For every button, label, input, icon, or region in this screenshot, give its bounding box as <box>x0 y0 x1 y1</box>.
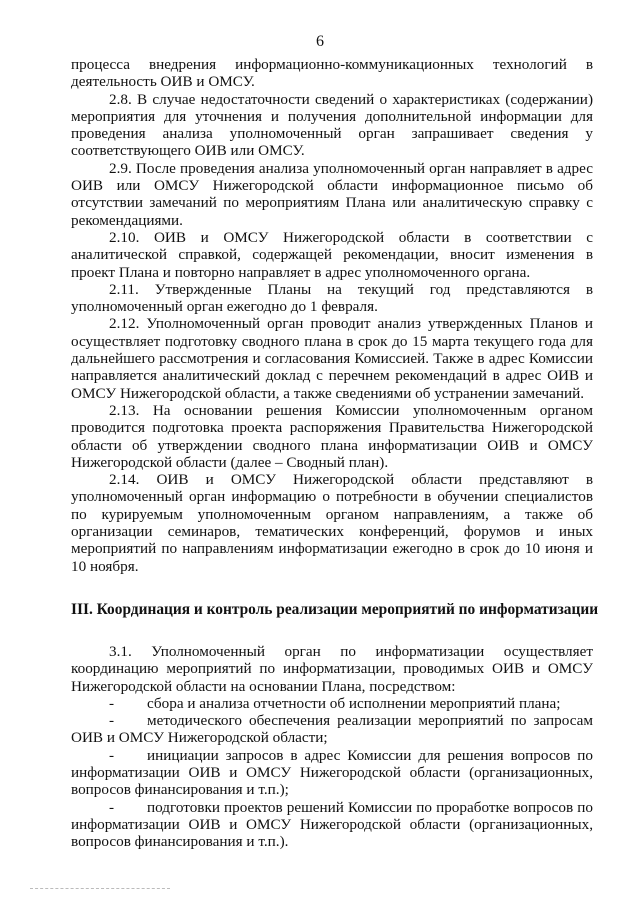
paragraph-2-12: 2.12. Уполномоченный орган проводит анализ утвержденных Планов и осуществляет подготовку сводного плана в срок до 15 марта текущего года для дальнейшего рассмотрения и согласования Комиссией. Также в адрес Комиссии направляется аналитический доклад с перечнем рекомендаций в адрес ОИВ и ОМСУ Нижегородской области, а также сведениями об устранении замечаний. <box>71 315 593 402</box>
list-item-text: инициации запросов в адрес Комиссии для решения вопросов по информатизации ОИВ и ОМСУ Нижегородской области (организационных, вопросов финансирования и т.п.); <box>71 746 593 799</box>
list-item <box>71 712 593 747</box>
paragraph-2-11: 2.11. Утвержденные Планы на текущий год представляются в уполномоченный орган ежегодно до 1 февраля. <box>71 280 593 316</box>
section-heading: III. Координация и контроль реализации мероприятий по информатизации <box>71 600 599 618</box>
list-dash: - <box>109 746 115 764</box>
scan-artifact-line <box>30 888 170 893</box>
paragraph-continuation: процесса внедрения информационно-коммуникационных технологий в деятельность ОИВ и ОМСУ. <box>71 56 593 91</box>
paragraph-2-9: 2.9. После проведения анализа уполномоченный орган направляет в адрес ОИВ или ОМСУ Нижегородской области информационное письмо об отсутствии замечаний по мероприятиям Плана или аналитическую справку с рекомендациями. <box>71 159 593 229</box>
list-item <box>71 695 593 712</box>
paragraph-2-13: 2.13. На основании решения Комиссии уполномоченным органом проводится подготовка проекта распоряжения Правительства Нижегородской области об утверждении сводного плана информатизации ОИВ и ОМСУ Нижегородской области (далее – Сводный план). <box>71 401 593 471</box>
paragraph-2-14: 2.14. ОИВ и ОМСУ Нижегородской области представляют в уполномоченный орган информацию о потребности в обучении специалистов по курируемым уполномоченным органом направлениям, а также об организации семинаров, тематических конференций, форумов и иных мероприятий по направлениям информатизации ежегодно в срок до 10 июня и 10 ноября. <box>71 471 593 575</box>
list-item <box>71 799 593 851</box>
document-body <box>71 56 599 851</box>
list-item-text: сбора и анализа отчетности об исполнении мероприятий плана; <box>147 694 561 712</box>
list-item-text: методического обеспечения реализации мероприятий по запросам ОИВ и ОМСУ Нижегородской области; <box>71 712 593 747</box>
list-dash: - <box>109 712 115 730</box>
list-dash: - <box>109 694 115 712</box>
list-item-text: подготовки проектов решений Комиссии по проработке вопросов по информатизации ОИВ и ОМСУ Нижегородской области (организационных, вопросов финансирования и т.п.). <box>71 798 593 851</box>
paragraph-2-8: 2.8. В случае недостаточности сведений о характеристиках (содержании) мероприятия для уточнения и получения дополнительной информации для проведения анализа уполномоченный орган запрашивает сведения у соответствующего ОИВ или ОМСУ. <box>71 90 593 160</box>
list-dash: - <box>109 798 115 816</box>
paragraph-3-1: 3.1. Уполномоченный орган по информатизации осуществляет координацию мероприятий по информатизации, проводимых ОИВ и ОМСУ Нижегородской области на основании Плана, посредством: <box>71 642 593 695</box>
page-number: 6 <box>316 33 324 50</box>
paragraph-2-10: 2.10. ОИВ и ОМСУ Нижегородской области в соответствии с аналитической справкой, содержащей рекомендации, вносит изменения в проект Плана и повторно направляет в адрес уполномоченного органа. <box>71 228 593 281</box>
list-item <box>71 747 593 799</box>
